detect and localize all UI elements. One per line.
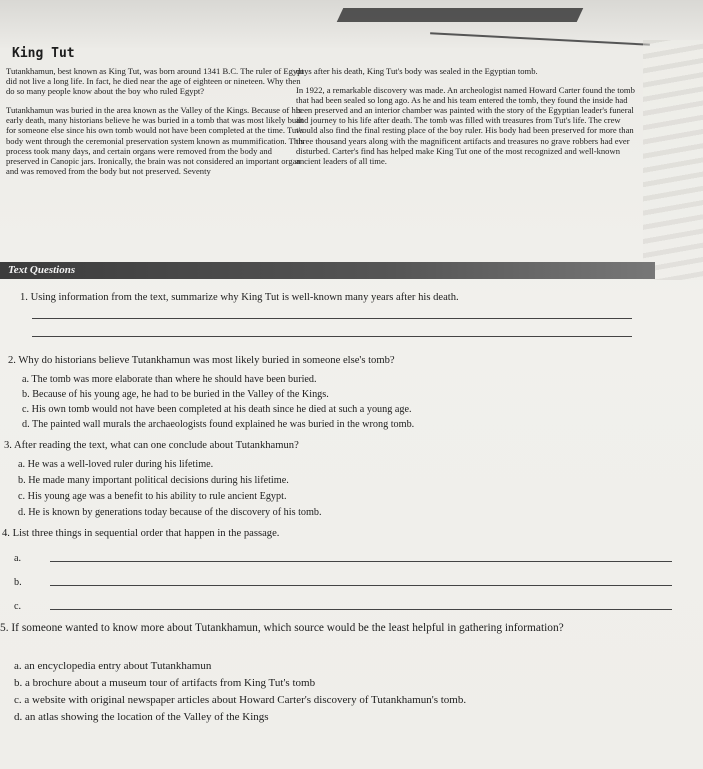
answer-line[interactable] — [50, 609, 672, 610]
q3-option-c[interactable]: c. His young age was a benefit to his ability to rule ancient Egypt. — [18, 491, 287, 502]
q3-option-d[interactable]: d. He is known by generations today because of the discovery of his tomb. — [18, 507, 322, 518]
section-header: Text Questions — [8, 264, 76, 276]
q5-option-b[interactable]: b. a brochure about a museum tour of artifacts from King Tut's tomb — [14, 677, 316, 689]
answer-line[interactable] — [50, 561, 672, 562]
q4-label-a: a. — [14, 553, 22, 564]
page-title: King Tut — [12, 46, 75, 61]
passage-column-right — [296, 66, 636, 175]
question-5: 5. If someone wanted to know more about Tutankhamun, which source would be the least helpful in gathering information? — [0, 622, 564, 634]
question-3: 3. After reading the text, what can one conclude about Tutankhamun? — [4, 440, 299, 451]
q4-label-b: b. — [14, 577, 22, 588]
passage-paragraph: In 1922, a remarkable discovery was made. An archeologist named Howard Carter found the tomb that had been sealed so long ago. As he and his team entered the tomb, they found the inside had been preserved and an interior chamber was painted with the story of the Egyptian leader's funeral and journey to his life after death. The tomb was filled with treasures from Tut's life. The crew would also find the final resting place of the boy ruler. His body had been preserved for more than three thousand years along with the magnificent artifacts and treasures no grave robbers had ever disturbed. Carter's find has helped make King Tut one of the most recognized and well-known ancient leaders of all time. — [296, 85, 635, 166]
q2-option-d[interactable]: d. The painted wall murals the archaeologists found explained he was buried in the wrong tomb. — [22, 419, 415, 430]
q3-option-b[interactable]: b. He made many important political decisions during his lifetime. — [18, 475, 289, 486]
answer-line[interactable] — [32, 336, 632, 337]
answer-line[interactable] — [50, 585, 672, 586]
passage-paragraph: Tutankhamun was buried in the area known as the Valley of the Kings. Because of his early death, many historians believe he was buried in a tomb that was most likely built for someone else since his own tomb would not have been completed at the time. Tut's body went through the ceremonial preservation system known as mummification. This process took many days, and certain organs were removed from the body and preserved in Canopic jars. Ironically, the brain was not considered an important organ and was removed from the body but not preserved. Seventy — [6, 105, 304, 176]
q2-option-c[interactable]: c. His own tomb would not have been completed at his death since he died at such a young age. — [22, 404, 412, 415]
q2-option-b[interactable]: b. Because of his young age, he had to be buried in the Valley of the Kings. — [22, 389, 329, 400]
q4-label-c: c. — [14, 601, 22, 612]
q2-option-a[interactable]: a. The tomb was more elaborate than where he should have been buried. — [22, 374, 317, 385]
question-4: 4. List three things in sequential order that happen in the passage. — [2, 528, 280, 539]
section-header-bar — [0, 262, 655, 279]
passage-column-left — [6, 66, 306, 185]
q5-option-c[interactable]: c. a website with original newspaper articles about Howard Carter's discovery of Tutankhamun's tomb. — [14, 694, 467, 706]
answer-line[interactable] — [32, 318, 632, 319]
question-2: 2. Why do historians believe Tutankhamun was most likely buried in someone else's tomb? — [8, 355, 395, 366]
q5-option-a[interactable]: a. an encyclopedia entry about Tutankhamun — [14, 660, 212, 672]
question-1: 1. Using information from the text, summarize why King Tut is well-known many years after his death. — [20, 292, 459, 303]
passage-paragraph: days after his death, King Tut's body was sealed in the Egyptian tomb. — [296, 66, 538, 76]
page-edge-shadow — [643, 40, 703, 280]
passage-paragraph: Tutankhamun, best known as King Tut, was born around 1341 B.C. The ruler of Egypt did not live a long life. In fact, he died near the age of eighteen or nineteen. Why then do so many people know about the boy who ruled Egypt? — [6, 66, 304, 97]
q3-option-a[interactable]: a. He was a well-loved ruler during his lifetime. — [18, 459, 214, 470]
q5-option-d[interactable]: d. an atlas showing the location of the Valley of the Kings — [14, 711, 269, 723]
